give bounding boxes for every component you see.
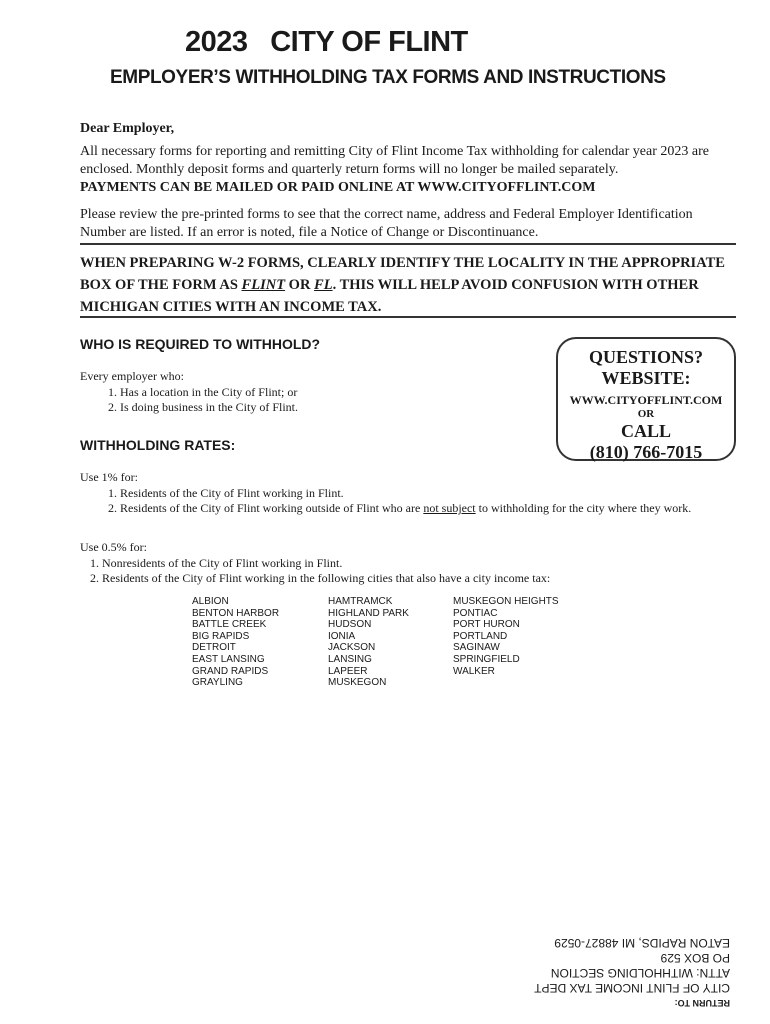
w2-notice-part1: WHEN PREPARING W-2 FORMS, CLEARLY IDENTIFY THE LOCALITY IN THE APPROPRIATE BOX OF THE FORM AS: [80, 255, 725, 293]
divider-top: [80, 243, 736, 245]
title-year: 2023: [185, 26, 248, 58]
return-line: PO BOX 529: [660, 951, 730, 965]
city-item: GRAND RAPIDS: [192, 665, 269, 677]
city-item: SAGINAW: [453, 642, 500, 654]
city-item: BATTLE CREEK: [192, 619, 267, 631]
who-heading: WHO IS REQUIRED TO WITHHOLD?: [80, 336, 321, 352]
w2-notice: [80, 252, 740, 318]
w2-or: OR: [285, 277, 315, 293]
city-column-2: [328, 596, 409, 689]
rate-1-percent: [80, 470, 691, 517]
who-item: 2. Is doing business in the City of Flint.: [120, 400, 298, 416]
city-item: MUSKEGON: [328, 677, 387, 689]
website-label: WEBSITE:: [601, 368, 691, 388]
page-title: [185, 26, 468, 59]
city-item: BENTON HARBOR: [192, 607, 280, 619]
city-item: JACKSON: [328, 642, 376, 654]
who-lead: Every employer who:: [80, 369, 184, 383]
rate1-item2-text: Residents of the City of Flint working outside of Flint who are: [120, 501, 424, 515]
city-item: LAPEER: [328, 665, 368, 677]
or-label: OR: [637, 408, 655, 420]
city-item: PONTIAC: [453, 607, 498, 619]
intro-paragraph: All necessary forms for reporting and remitting City of Flint Income Tax withholding for calendar year 2023 are enclosed. Monthly deposit forms and quarterly return forms will no longer be mailed separately.: [80, 144, 709, 177]
review-paragraph: Please review the pre-printed forms to see that the correct name, address and Federal Employer Identification Number are listed. If an error is noted, file a Notice of Change or Discontinuance.: [80, 207, 693, 240]
rate1-item: 1. Residents of the City of Flint working in Flint.: [120, 486, 691, 502]
city-item: DETROIT: [192, 642, 236, 654]
rate2-lead: Use 0.5% for:: [80, 540, 147, 554]
city-item: GRAYLING: [192, 677, 243, 689]
rate1-item: [120, 501, 691, 517]
website-link[interactable]: WWW.CITYOFFLINT.COM: [569, 393, 723, 407]
divider-bottom: [80, 316, 736, 318]
w2-notice-part2: . THIS WILL HELP AVOID CONFUSION WITH OTHER MICHIGAN CITIES WITH AN INCOME TAX.: [80, 277, 699, 315]
payments-notice: PAYMENTS CAN BE MAILED OR PAID ONLINE AT WWW.CITYOFFLINT.COM: [80, 180, 596, 195]
city-item: HAMTRAMCK: [328, 596, 393, 607]
greeting: Dear Employer,: [80, 121, 175, 136]
not-subject-text: not subject: [423, 501, 476, 515]
city-item: SPRINGFIELD: [453, 653, 520, 665]
city-item: IONIA: [328, 630, 356, 642]
city-item: HIGHLAND PARK: [328, 607, 409, 619]
rate1-lead: Use 1% for:: [80, 470, 138, 484]
w2-fl: FL: [314, 277, 333, 293]
city-item: BIG RAPIDS: [192, 630, 250, 642]
city-column-1: [192, 596, 279, 689]
page-subtitle: EMPLOYER’S WITHHOLDING TAX FORMS AND INSTRUCTIONS: [110, 67, 666, 88]
questions-box: [556, 337, 736, 461]
city-item: MUSKEGON HEIGHTS: [453, 596, 559, 607]
return-address: [510, 935, 730, 1010]
who-list: [80, 369, 298, 416]
city-item: HUDSON: [328, 619, 372, 631]
rate1-item2-tail: to withholding for the city where they work.: [475, 501, 692, 515]
return-line: ATTN: WITHHOLDING SECTION: [550, 966, 730, 980]
call-label: CALL: [620, 421, 671, 441]
city-column-3: [453, 596, 559, 677]
phone-number: (810) 766-7015: [589, 442, 703, 462]
questions-label: QUESTIONS?: [588, 347, 704, 367]
city-item: PORT HURON: [453, 619, 520, 631]
return-line: EATON RAPIDS, MI 48827-0529: [554, 936, 730, 950]
rate-half-percent: [80, 540, 550, 587]
return-label: RETURN TO:: [674, 998, 730, 1008]
city-item: EAST LANSING: [192, 653, 265, 665]
rates-heading: WITHHOLDING RATES:: [80, 437, 236, 453]
title-city: CITY OF FLINT: [270, 26, 468, 58]
return-line: CITY OF FLINT INCOME TAX DEPT: [534, 981, 730, 995]
w2-flint: FLINT: [241, 277, 286, 293]
city-item: WALKER: [453, 665, 495, 677]
city-item: ALBION: [192, 596, 229, 607]
rate2-item: 1. Nonresidents of the City of Flint working in Flint.: [102, 556, 550, 572]
rate2-item: 2. Residents of the City of Flint working in the following cities that also have a city income tax:: [102, 571, 550, 587]
who-item: 1. Has a location in the City of Flint; or: [120, 385, 298, 401]
city-item: PORTLAND: [453, 630, 508, 642]
city-item: LANSING: [328, 653, 372, 665]
